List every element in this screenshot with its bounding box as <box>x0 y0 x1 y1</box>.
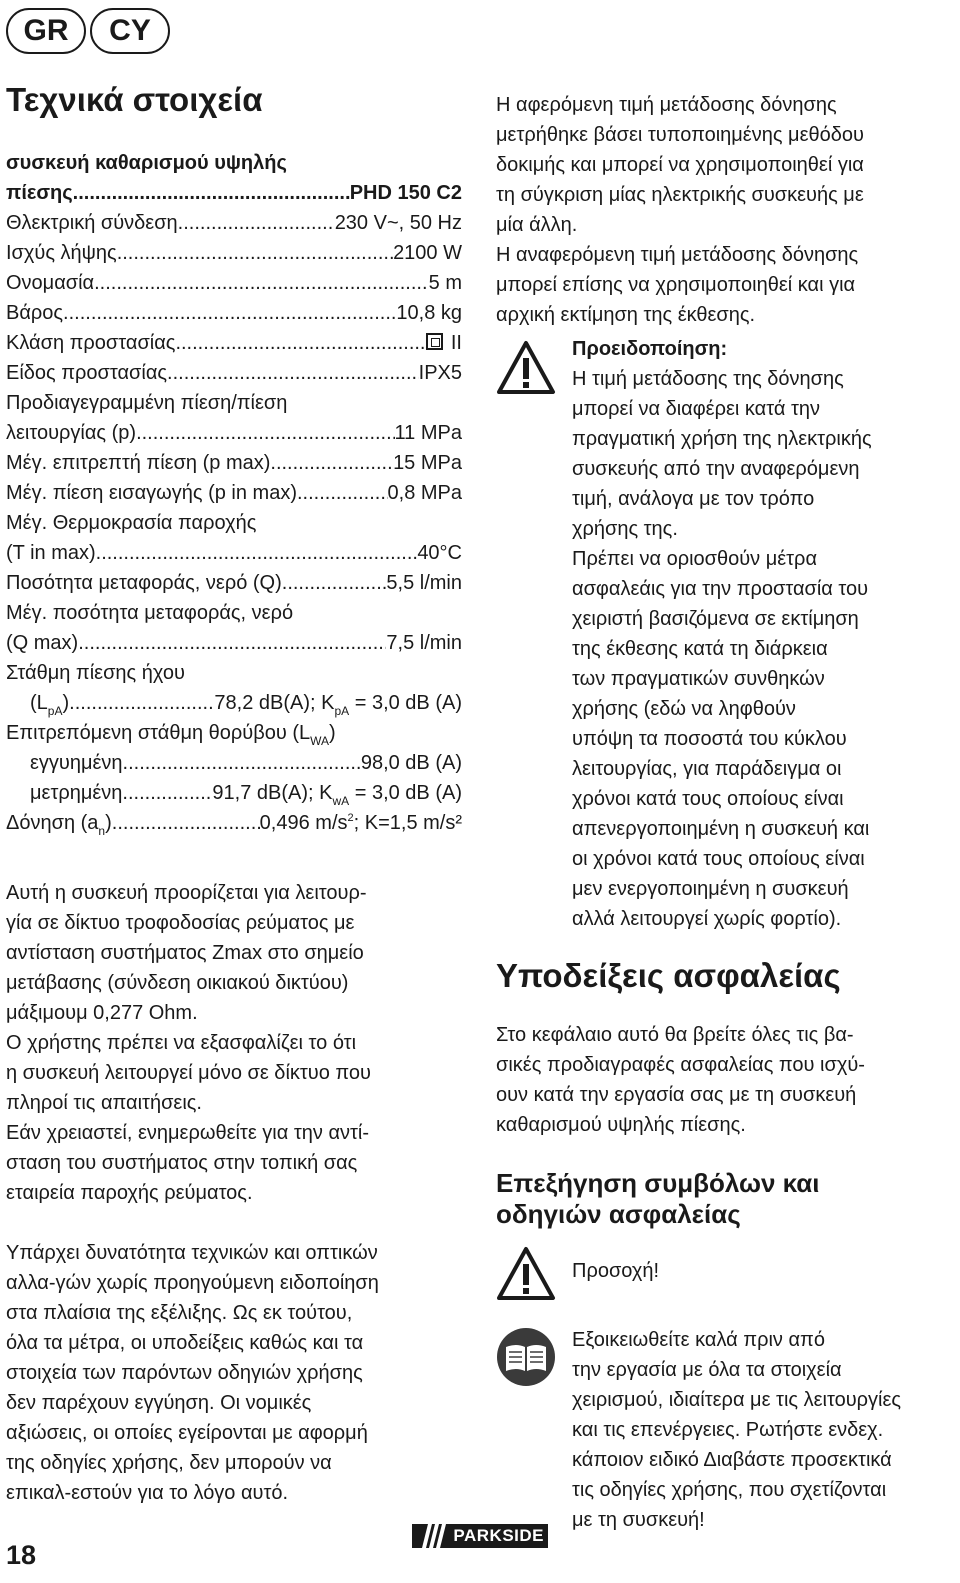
text-line: και τις επενέργειες. Ρωτήστε ενδεχ. <box>572 1419 884 1441</box>
spec-label: (T in max) <box>6 542 96 564</box>
spec-electrical <box>6 208 462 238</box>
spec-value: 5 m <box>428 272 462 294</box>
text-line: μεν ενεργοποιημένη η συσκευή <box>572 878 849 900</box>
technical-data-heading: Τεχνικά στοιχεία <box>6 81 263 118</box>
text-line: σταση του συστήματος στην τοπική σας <box>6 1152 358 1174</box>
spec-label: Θλεκτρική σύνδεση <box>6 212 178 234</box>
text-line: απενεργοποιημένη η συσκευή και <box>572 818 870 840</box>
text-line: αλλά λειτουργεί χωρίς φορτίο). <box>572 908 842 930</box>
text-line: πληροί τις απαιτήσεις. <box>6 1092 202 1114</box>
spec-label: Ονομασία <box>6 272 95 294</box>
text-line: εταιρεία παροχής ρεύματος. <box>6 1182 253 1204</box>
text-line: η συσκευή λειτουργεί μόνο σε δίκτυο που <box>6 1062 371 1084</box>
spec-value-tail: = 3,0 dB (A) <box>349 692 462 714</box>
spec-superscript: 2 <box>347 812 354 824</box>
spec-pressure-line1: Προδιαγεγραμμένη πίεση/πίεση <box>6 392 288 414</box>
spec-value: 15 MPa <box>393 452 462 474</box>
text-line: κάποιον ειδικό Διαβάστε προσεκτικά <box>572 1449 892 1471</box>
text-line: χρήσης της. <box>572 518 678 540</box>
text-line: ασφαλεάις για την προστασία του <box>572 578 869 600</box>
brand-logo <box>412 1524 548 1548</box>
text-line: υπόψη τα ποσοστά του κύκλου <box>572 728 847 750</box>
spec-pin <box>6 478 462 508</box>
spec-label: Είδος προστασίας <box>6 362 168 384</box>
text-line: Στο κεφάλαιο αυτό θα βρείτε όλες τις βα- <box>496 1024 854 1046</box>
text-line: Εάν χρειαστεί, ενημερωθείτε για την αντί- <box>6 1122 370 1144</box>
spec-pressure <box>6 418 462 448</box>
spec-vibration <box>6 808 462 838</box>
text-line: οι χρόνοι κατά τους οποίους είναι <box>572 848 865 870</box>
spec-temp-line1: Μέγ. Θερμοκρασία παροχής <box>6 512 257 534</box>
text-line: αρχική εκτίμηση της έκθεσης. <box>496 304 756 326</box>
spec-value: IPX5 <box>418 362 462 384</box>
read-manual-block <box>496 1325 954 1535</box>
spec-list <box>6 148 462 838</box>
text-line: των πραγματικών συνθηκών <box>572 668 825 690</box>
symbols-heading-line2: οδηγιών ασφαλείας <box>496 1199 741 1229</box>
safety-heading: Υποδείξεις ασφαλείας <box>496 957 841 994</box>
brand-name: PARKSIDE <box>453 1526 544 1545</box>
text-line: την εργασία με όλα τα στοιχεία <box>572 1359 842 1381</box>
text-line: χειρισμού, ιδιαίτερα με τις λειτουργίες <box>572 1389 902 1411</box>
vibration-warning-block <box>496 334 954 934</box>
caution-text: Προσοχή! <box>572 1260 660 1282</box>
spec-label: Μέγ. επιτρεπτή πίεση (p max) <box>6 452 271 474</box>
warning-title: Προειδοποίηση: <box>572 338 728 360</box>
double-insulation-icon <box>426 333 443 350</box>
spec-label: (Q max) <box>6 632 79 654</box>
text-line: μπορεί επίσης να χρησιμοποιηθεί και για <box>496 274 856 296</box>
read-manual-icon <box>496 1325 572 1535</box>
disclaimer-paragraph <box>6 1238 462 1508</box>
spec-label: μετρημένη. <box>30 782 128 804</box>
spec-protection-class <box>6 328 462 358</box>
spec-subscript: wA <box>332 794 350 808</box>
text-line: όλα τα μέτρα, οι υποδείξεις καθώς και τα <box>6 1332 364 1354</box>
left-column <box>6 78 462 1508</box>
text-line: με τη συσκευή! <box>572 1509 705 1531</box>
spec-subscript: WA <box>310 734 330 748</box>
spec-label: λειτουργίας (p) <box>6 422 137 444</box>
text-line: Εξοικειωθείτε καλά πριν από <box>572 1329 825 1351</box>
spec-power <box>6 238 462 268</box>
text-line: τιμή, ανάλογα με τον τρόπο <box>572 488 815 510</box>
text-line: Ο χρήστης πρέπει να εξασφαλίζει το ότι <box>6 1032 357 1054</box>
spec-guaranteed <box>6 748 462 778</box>
spec-swl-line1 <box>6 718 462 748</box>
text-line: Πρέπει να οριοσθούν μέτρα <box>572 548 817 570</box>
text-line: μπορεί να διαφέρει κατά την <box>572 398 820 420</box>
spec-value: 11 MPa <box>394 422 462 444</box>
spec-value: 0,496 m/s <box>259 812 348 834</box>
text-line: στα πλαίσια της εξέλιξης. Ως εκ τούτου, <box>6 1302 353 1324</box>
spec-name <box>6 268 462 298</box>
text-line: Αυτή η συσκευή προορίζεται για λειτουρ- <box>6 882 367 904</box>
text-line: μία άλλη. <box>496 214 578 236</box>
text-line: Η αναφερόμενη τιμή μετάδοσης δόνησης <box>496 244 859 266</box>
text-line: ουν κατά την εργασία σας με τη συσκευή <box>496 1084 857 1106</box>
spec-value: II <box>450 332 462 354</box>
text-line: αξιώσεις, οι οποίες εγείρονται με αφορμή <box>6 1422 368 1444</box>
spec-product-line1: συσκευή καθαρισμού υψηλής <box>6 152 287 174</box>
text-line: Η αφερόμενη τιμή μετάδοσης δόνησης <box>496 94 837 116</box>
text-line: λειτουργίας, για παράδειγμα οι <box>572 758 842 780</box>
text-line: δοκιμής και μπορεί να χρησιμοποιηθεί για <box>496 154 864 176</box>
spec-protection-type <box>6 358 462 388</box>
vibration-intro-paragraph <box>496 90 954 330</box>
spec-label-close: ) <box>329 722 336 744</box>
spec-value: 78,2 dB(A); K <box>214 692 335 714</box>
text-line: γία σε δίκτυο τροφοδοσίας ρεύματος με <box>6 912 355 934</box>
spec-spl <box>6 688 462 718</box>
text-line: μάξιμουμ 0,277 Ohm. <box>6 1002 198 1024</box>
spec-value: PHD 150 C2 <box>349 182 462 204</box>
spec-value: 5,5 l/min <box>386 572 462 594</box>
page-number: 18 <box>6 1540 37 1570</box>
spec-label: εγγυημένη <box>30 752 123 774</box>
spec-temp <box>6 538 462 568</box>
text-line: μετάβασης (σύνδεση οικιακού δικτύου) <box>6 972 349 994</box>
text-line: σικές προδιαγραφές ασφαλείας που ισχύ- <box>496 1054 865 1076</box>
spec-label: Ποσότητα μεταφοράς, νερό (Q) <box>6 572 282 594</box>
spec-spl-line1: Στάθμη πίεσης ήχου <box>6 662 185 684</box>
spec-value: 10,8 kg <box>396 302 462 324</box>
spec-value-tail: = 3,0 dB (A) <box>349 782 462 804</box>
spec-qmax <box>6 628 462 658</box>
text-line: τη σύγκριση μίας ηλεκτρικής συσκευής με <box>496 184 864 206</box>
spec-pmax <box>6 448 462 478</box>
text-line: χρόνοι κατά τους οποίους είναι <box>572 788 844 810</box>
text-line: καθαρισμού υψηλής πίεσης. <box>496 1114 746 1136</box>
spec-label: πίεσης <box>6 182 73 204</box>
spec-subscript: pA <box>334 704 350 718</box>
grid-impedance-paragraph <box>6 878 462 1208</box>
spec-value-tail: ; K=1,5 m/s² <box>353 812 462 834</box>
spec-label: Κλάση προστασίας <box>6 332 176 354</box>
spec-value: 7,5 l/min <box>386 632 462 654</box>
spec-label: Βάρος <box>6 302 64 324</box>
text-line: αλλα-γών χωρίς προηγούμενη ειδοποίηση <box>6 1272 379 1294</box>
right-column <box>496 90 954 1535</box>
warning-triangle-icon <box>496 1246 572 1311</box>
text-line: πραγματική χρήση της ηλεκτρικής <box>572 428 872 450</box>
spec-qmax-line1: Μέγ. ποσότητα μεταφοράς, νερό <box>6 602 294 624</box>
spec-label: Ισχύς λήψης <box>6 242 117 264</box>
spec-label-close: ) <box>105 812 112 834</box>
text-line: χρήσης (εδώ να ληφθούν <box>572 698 796 720</box>
spec-label: (L <box>30 692 48 714</box>
spec-value: 98,0 dB (A) <box>360 752 462 774</box>
country-badge-cy: CY <box>90 8 170 54</box>
text-line: στοιχεία των παρόντων οδηγιών χρήσης <box>6 1362 363 1384</box>
spec-label: Δόνηση (a <box>6 812 99 834</box>
spec-subscript: pA <box>47 704 63 718</box>
text-line: Η τιμή μετάδοσης της δόνησης <box>572 368 844 390</box>
text-line: Υπάρχει δυνατότητα τεχνικών και οπτικών <box>6 1242 378 1264</box>
text-line: δεν παρέχουν εγγύηση. Οι νομικές <box>6 1392 312 1414</box>
text-line: χειριστή βασιζόμενα σε εκτίμηση <box>572 608 859 630</box>
spec-value: 230 V~, 50 Hz <box>334 212 462 234</box>
spec-label-close: ) <box>62 692 70 714</box>
text-line: αντίσταση συστήματος Zmax στο σημείο <box>6 942 364 964</box>
spec-weight <box>6 298 462 328</box>
spec-subscript: n <box>98 824 106 838</box>
spec-flow <box>6 568 462 598</box>
text-line: επικαλ-εστούν για το λόγο αυτό. <box>6 1482 289 1504</box>
spec-value: 0,8 MPa <box>387 482 462 504</box>
spec-label: Μέγ. πίεση εισαγωγής (p in max) <box>6 482 297 504</box>
spec-value: 2100 W <box>393 242 462 264</box>
symbols-heading-line1: Επεξήγηση συμβόλων και <box>496 1168 820 1198</box>
safety-intro-paragraph <box>496 1020 954 1140</box>
spec-value: 40°C <box>417 542 462 564</box>
text-line: συσκευής από την αναφερόμενη <box>572 458 860 480</box>
warning-triangle-icon <box>496 334 572 934</box>
spec-label: Επιτρεπόμενη στάθμη θορύβου (L <box>6 722 311 744</box>
text-line: τις οδηγίες χρήσης, που σχετίζονται <box>572 1479 887 1501</box>
text-line: της οδηγίες χρήσης, δεν μπορούν να <box>6 1452 332 1474</box>
spec-product <box>6 178 462 208</box>
caution-block <box>496 1246 954 1311</box>
text-line: μετρήθηκε βάσει τυποποιημένης μεθόδου <box>496 124 864 146</box>
text-line: της έκθεσης κατά τη διάρκεια <box>572 638 828 660</box>
brand-stripes-icon <box>416 1524 446 1548</box>
spec-value: 91,7 dB(A); K <box>212 782 333 804</box>
country-badge-gr: GR <box>6 8 86 54</box>
spec-measured <box>6 778 462 808</box>
